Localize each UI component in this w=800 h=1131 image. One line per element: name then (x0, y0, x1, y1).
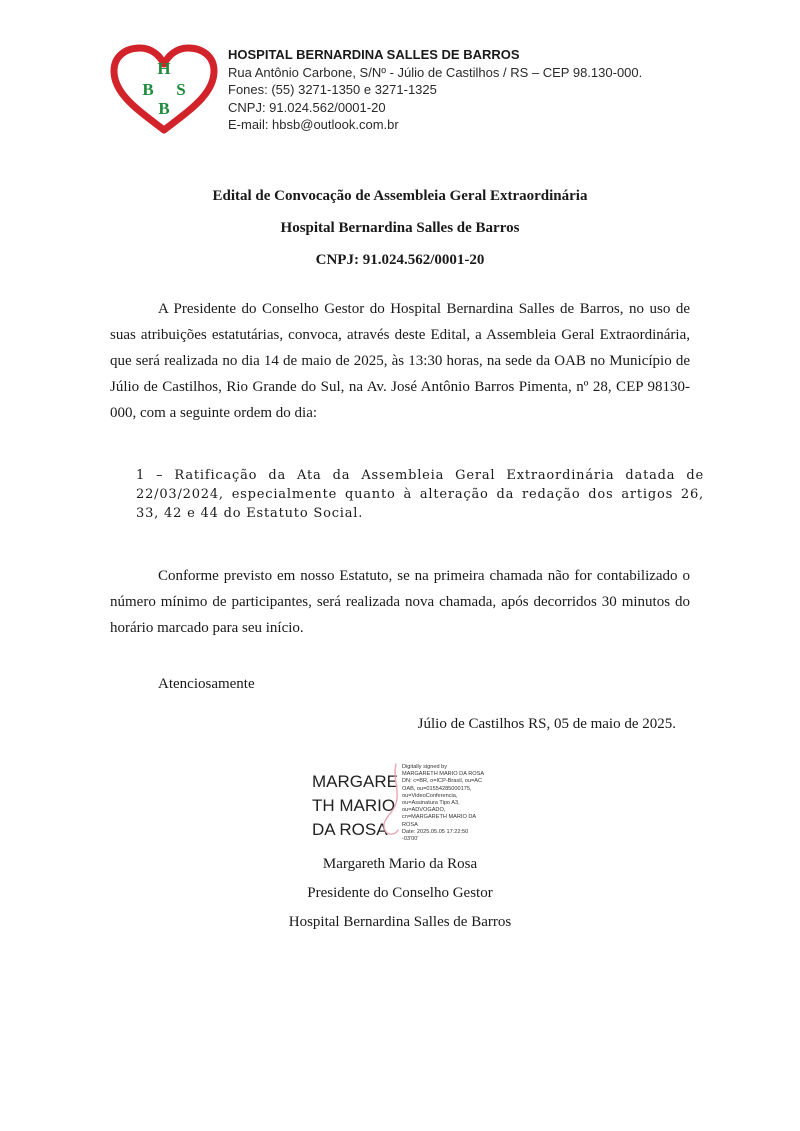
org-email: E-mail: hbsb@outlook.com.br (228, 117, 399, 132)
signature-detail-line: ROSA (402, 821, 418, 828)
signer-name: Margareth Mario da Rosa (322, 856, 478, 872)
closing-greeting: Atenciosamente (158, 676, 255, 692)
signature-name-line: MARGARE (312, 772, 398, 791)
signature-name-line: DA ROSA (312, 820, 388, 839)
signature-detail-line: MARGARETH MARIO DA ROSA (402, 771, 485, 778)
signer-block (0, 850, 800, 937)
hospital-logo (108, 44, 220, 136)
org-address: Rua Antônio Carbone, S/Nº - Júlio de Castilhos / RS – CEP 98.130-000. (228, 64, 643, 80)
document-subtitle: Hospital Bernardina Salles de Barros (280, 220, 520, 236)
logo-letter-s: S (176, 80, 186, 99)
document-cnpj: CNPJ: 91.024.562/0001-20 (315, 252, 485, 268)
signature-detail-line: Digitally signed by (402, 764, 448, 770)
document-title: Edital de Convocação de Assembleia Geral Extraordinária (212, 188, 588, 204)
signature-detail-line: ou=VideoConferencia, (402, 792, 458, 799)
org-cnpj: CNPJ: 91.024.562/0001-20 (228, 99, 386, 115)
letterhead (228, 46, 642, 134)
place-date: Júlio de Castilhos RS, 05 de maio de 2025. (417, 716, 676, 732)
digital-signature-details (402, 764, 512, 843)
org-name: HOSPITAL BERNARDINA SALLES DE BARROS (228, 47, 520, 62)
convocation-paragraph: A Presidente do Conselho Gestor do Hospital Bernardina Salles de Barros, no uso de suas atribuições estatutárias, convoca, através deste Edital, a Assembleia Geral Extraordinária, que será realizada no dia 14 de maio de 2025, às 13:30 horas, na sede da OAB no Município de Júlio de Castilhos, Rio Grande do Sul, na Av. José Antônio Barros Pimenta, nº 28, CEP 98130-000, com a seguinte ordem do dia: (110, 301, 690, 421)
signature-name-line: TH MARIO (312, 796, 396, 815)
signature-detail-line: ou=ADVOGADO, (402, 807, 446, 814)
signature-detail-line: cn=MARGARETH MARIO DA (402, 814, 477, 821)
signer-institution: Hospital Bernardina Salles de Barros (288, 914, 512, 930)
signature-detail-line: OAB, ou=01554285000175, (402, 785, 472, 792)
logo-letter-h: H (157, 59, 171, 78)
logo-letter-b1: B (142, 80, 154, 99)
signer-role: Presidente do Conselho Gestor (307, 885, 493, 901)
signature-detail-line: DN: c=BR, o=ICP-Brasil, ou=AC (402, 778, 483, 785)
signature-detail-line: ou=Assinatura Tipo A3, (402, 800, 460, 807)
signature-detail-line: Date: 2025.05.05 17:22:50 (402, 828, 469, 835)
document-titles (0, 180, 800, 276)
logo-letter-b2: B (158, 99, 170, 118)
agenda-item: 1 – Ratificação da Ata da Assembleia Geral Extraordinária datada de 22/03/2024, especialmente quanto à alteração da redação dos artigos 26, 33, 42 e 44 do Estatuto Social. (136, 468, 704, 521)
signature-detail-line: -03'00' (402, 836, 419, 843)
quorum-paragraph: Conforme previsto em nosso Estatuto, se na primeira chamada não for contabilizado o número mínimo de participantes, será realizada nova chamada, após decorridos 30 minutos do horário marcado para seu início. (110, 568, 690, 636)
org-phones: Fones: (55) 3271-1350 e 3271-1325 (228, 82, 437, 97)
